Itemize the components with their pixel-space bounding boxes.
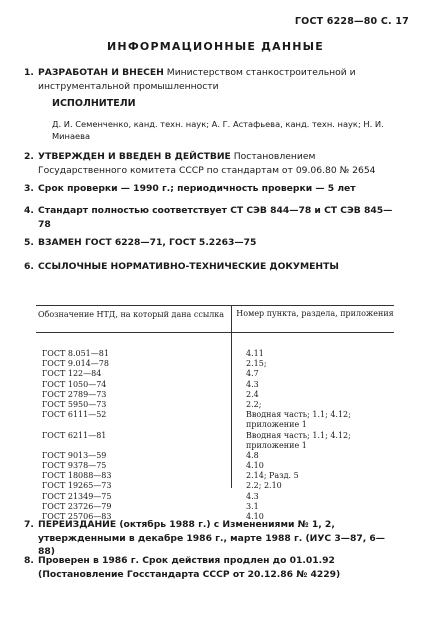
table-cell-code: ГОСТ 9013—59	[42, 450, 107, 460]
table-col-refs	[246, 349, 394, 522]
info-item-1	[24, 66, 398, 93]
table-column-divider	[231, 305, 232, 488]
info-item-2	[24, 150, 398, 177]
item-number: 5.	[24, 237, 34, 248]
info-item-6	[24, 260, 398, 274]
info-item-4	[24, 204, 398, 231]
info-item-5	[24, 236, 398, 250]
item-heading: УТВЕРЖДЕН И ВВЕДЕН В ДЕЙСТВИЕ	[38, 151, 231, 162]
item-number: 7.	[24, 519, 34, 530]
table-cell-ref: 2.14; Разд. 5	[246, 471, 299, 481]
item-text: Стандарт полностью соответствует СТ СЭВ 844—78 и СТ СЭВ 845—78	[38, 205, 393, 230]
item-heading: РАЗРАБОТАН И ВНЕСЕН	[38, 67, 164, 78]
page-title: ИНФОРМАЦИОННЫЕ ДАННЫЕ	[107, 40, 324, 53]
table-cell-code: ГОСТ 6211—81	[42, 430, 107, 440]
table-cell-code: ГОСТ 19265—73	[42, 481, 112, 491]
item-text: Постановлением Государственного комитета СССР по стандартам от 09.06.80 № 2654	[38, 151, 376, 176]
item-heading: ПЕРЕИЗДАНИЕ (октябрь 1988 г.) с Изменениями № 1, 2, утвержденными в декабре 1986 г., марте 1988 г. (ИУС 3—87, 6—88)	[38, 519, 385, 557]
table-cell-code: ГОСТ 122—84	[42, 369, 102, 379]
table-cell-ref: Вводная часть; 1.1; 4.12; приложение 1	[246, 430, 351, 450]
table-top-border	[36, 305, 394, 306]
info-item-3	[24, 182, 398, 196]
item-heading: ВЗАМЕН ГОСТ 6228—71, ГОСТ 5.2263—75	[38, 237, 257, 248]
table-header-col2: Номер пункта, раздела, приложения	[236, 309, 394, 318]
table-cell-code: ГОСТ 5950—73	[42, 399, 107, 409]
table-cell-ref: 2.2; 2.10	[246, 481, 282, 491]
table-cell-code: ГОСТ 6111—52	[42, 410, 107, 420]
table-cell-ref: 4.3	[246, 379, 259, 389]
executors-list: Д. И. Семенченко, канд. техн. наук; А. Г. Астафьева, канд. техн. наук; Н. И. Минаева	[52, 119, 384, 141]
table-cell-ref: 2.2;	[246, 399, 262, 409]
item-heading: Проверен в 1986 г. Срок действия продлен до 01.01.92 (Постановление Госстандарта СССР от 20.12.86 № 4229)	[38, 555, 341, 580]
table-cell-ref: 4.8	[246, 450, 259, 460]
item-number: 1.	[24, 67, 34, 78]
table-cell-code: ГОСТ 9.014—78	[42, 359, 109, 369]
item-heading: ССЫЛОЧНЫЕ НОРМАТИВНО-ТЕХНИЧЕСКИЕ ДОКУМЕНТЫ	[38, 261, 339, 272]
table-cell-code: ГОСТ 8.051—81	[42, 349, 109, 358]
table-cell-ref: 4.7	[246, 369, 259, 379]
executors-heading: ИСПОЛНИТЕЛИ	[52, 98, 136, 109]
page-header-ref: ГОСТ 6228—80 С. 17	[294, 16, 409, 27]
table-cell-code: ГОСТ 2789—73	[42, 389, 107, 399]
table-cell-ref: 2.15;	[246, 359, 267, 369]
table-col-codes	[42, 349, 227, 522]
table-cell-code: ГОСТ 23726—79	[42, 501, 112, 511]
table-cell-ref: 2.4	[246, 389, 259, 399]
table-cell-ref: 4.3	[246, 491, 259, 501]
item-text: Министерством станкостроительной и инструментальной промышленности	[38, 67, 356, 92]
item-number: 6.	[24, 261, 34, 272]
table-cell-ref: 4.10	[246, 512, 264, 522]
item-text: Срок проверки — 1990 г.; периодичность проверки — 5 лет	[38, 183, 356, 194]
table-cell-ref: 4.10	[246, 461, 264, 471]
item-number: 4.	[24, 205, 34, 216]
table-cell-ref: 3.1	[246, 501, 259, 511]
item-number: 2.	[24, 151, 34, 162]
table-cell-ref: 4.11	[246, 349, 264, 358]
table-cell-code: ГОСТ 18088—83	[42, 471, 112, 481]
item-number: 3.	[24, 183, 34, 194]
table-header-col1: Обозначение НТД, на который дана ссылка	[37, 310, 225, 319]
table-cell-code: ГОСТ 25706—83	[42, 512, 112, 522]
table-cell-code: ГОСТ 9378—75	[42, 461, 107, 471]
info-item-7	[24, 518, 398, 559]
table-cell-code: ГОСТ 1050—74	[42, 379, 107, 389]
info-item-8	[24, 554, 398, 581]
table-cell-ref: Вводная часть; 1.1; 4.12; приложение 1	[246, 410, 351, 430]
table-header-border	[36, 332, 394, 333]
item-number: 8.	[24, 555, 34, 566]
table-cell-code: ГОСТ 21349—75	[42, 491, 112, 501]
reference-documents-table	[36, 305, 394, 522]
